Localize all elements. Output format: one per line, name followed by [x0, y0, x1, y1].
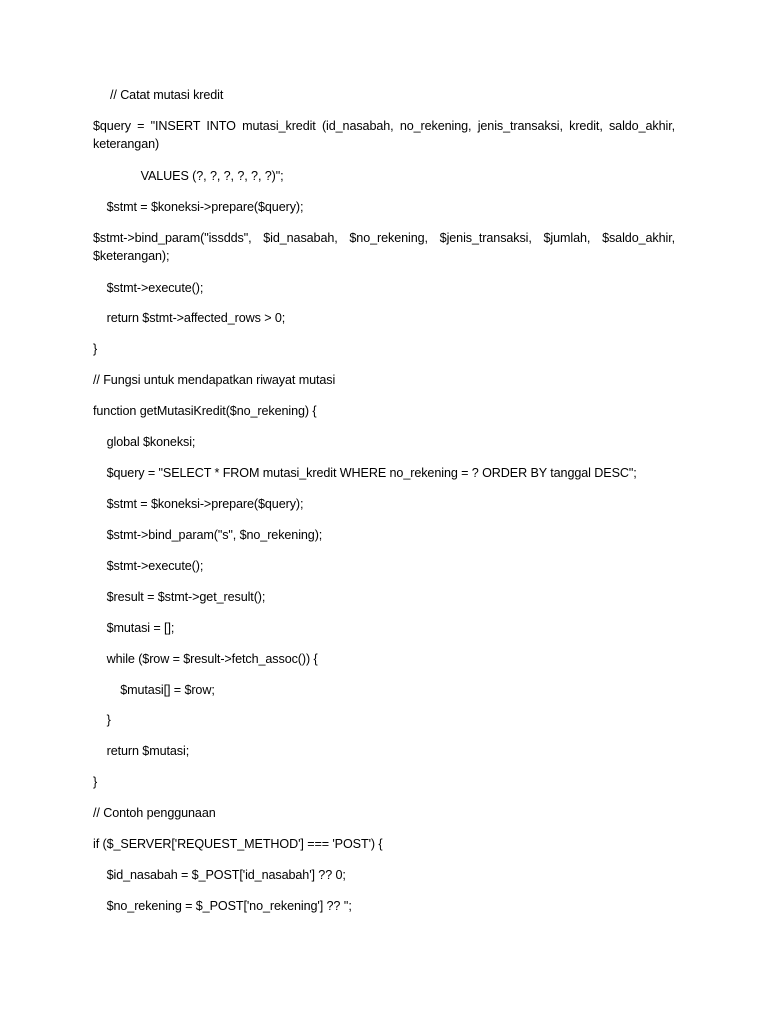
- code-line: $stmt = $koneksi->prepare($query);: [93, 200, 304, 214]
- code-line: $stmt->bind_param("issdds", $id_nasabah, $no_rekening, $jenis_transaksi, $jumlah, $saldo_akhir, $keterangan);: [93, 231, 675, 263]
- code-line: $result = $stmt->get_result();: [93, 590, 266, 604]
- code-line: $stmt->execute();: [93, 559, 204, 573]
- code-line: if ($_SERVER['REQUEST_METHOD'] === 'POST') {: [93, 837, 383, 851]
- code-line: $stmt = $koneksi->prepare($query);: [93, 497, 304, 511]
- code-line: global $koneksi;: [93, 435, 196, 449]
- code-line: // Catat mutasi kredit: [93, 88, 224, 102]
- code-line: return $mutasi;: [93, 744, 190, 758]
- code-line: VALUES (?, ?, ?, ?, ?, ?)";: [93, 169, 284, 183]
- code-line: $stmt->execute();: [93, 281, 204, 295]
- code-line: function getMutasiKredit($no_rekening) {: [93, 404, 317, 418]
- code-line: $stmt->bind_param("s", $no_rekening);: [93, 528, 323, 542]
- code-line: }: [93, 342, 98, 356]
- code-line: }: [93, 713, 111, 727]
- code-line: $id_nasabah = $_POST['id_nasabah'] ?? 0;: [93, 868, 346, 882]
- code-line: }: [93, 775, 98, 789]
- code-line: // Fungsi untuk mendapatkan riwayat mutasi: [93, 373, 336, 387]
- code-line: $query = "INSERT INTO mutasi_kredit (id_nasabah, no_rekening, jenis_transaksi, kredit, saldo_akhir, keterangan): [93, 119, 675, 151]
- code-line: while ($row = $result->fetch_assoc()) {: [93, 652, 318, 666]
- code-line: $mutasi[] = $row;: [93, 683, 215, 697]
- code-line: return $stmt->affected_rows > 0;: [93, 311, 286, 325]
- code-line: $query = "SELECT * FROM mutasi_kredit WHERE no_rekening = ? ORDER BY tanggal DESC";: [93, 466, 637, 480]
- code-line: $no_rekening = $_POST['no_rekening'] ?? '';: [93, 899, 352, 913]
- code-line: // Contoh penggunaan: [93, 806, 216, 820]
- code-line: $mutasi = [];: [93, 621, 175, 635]
